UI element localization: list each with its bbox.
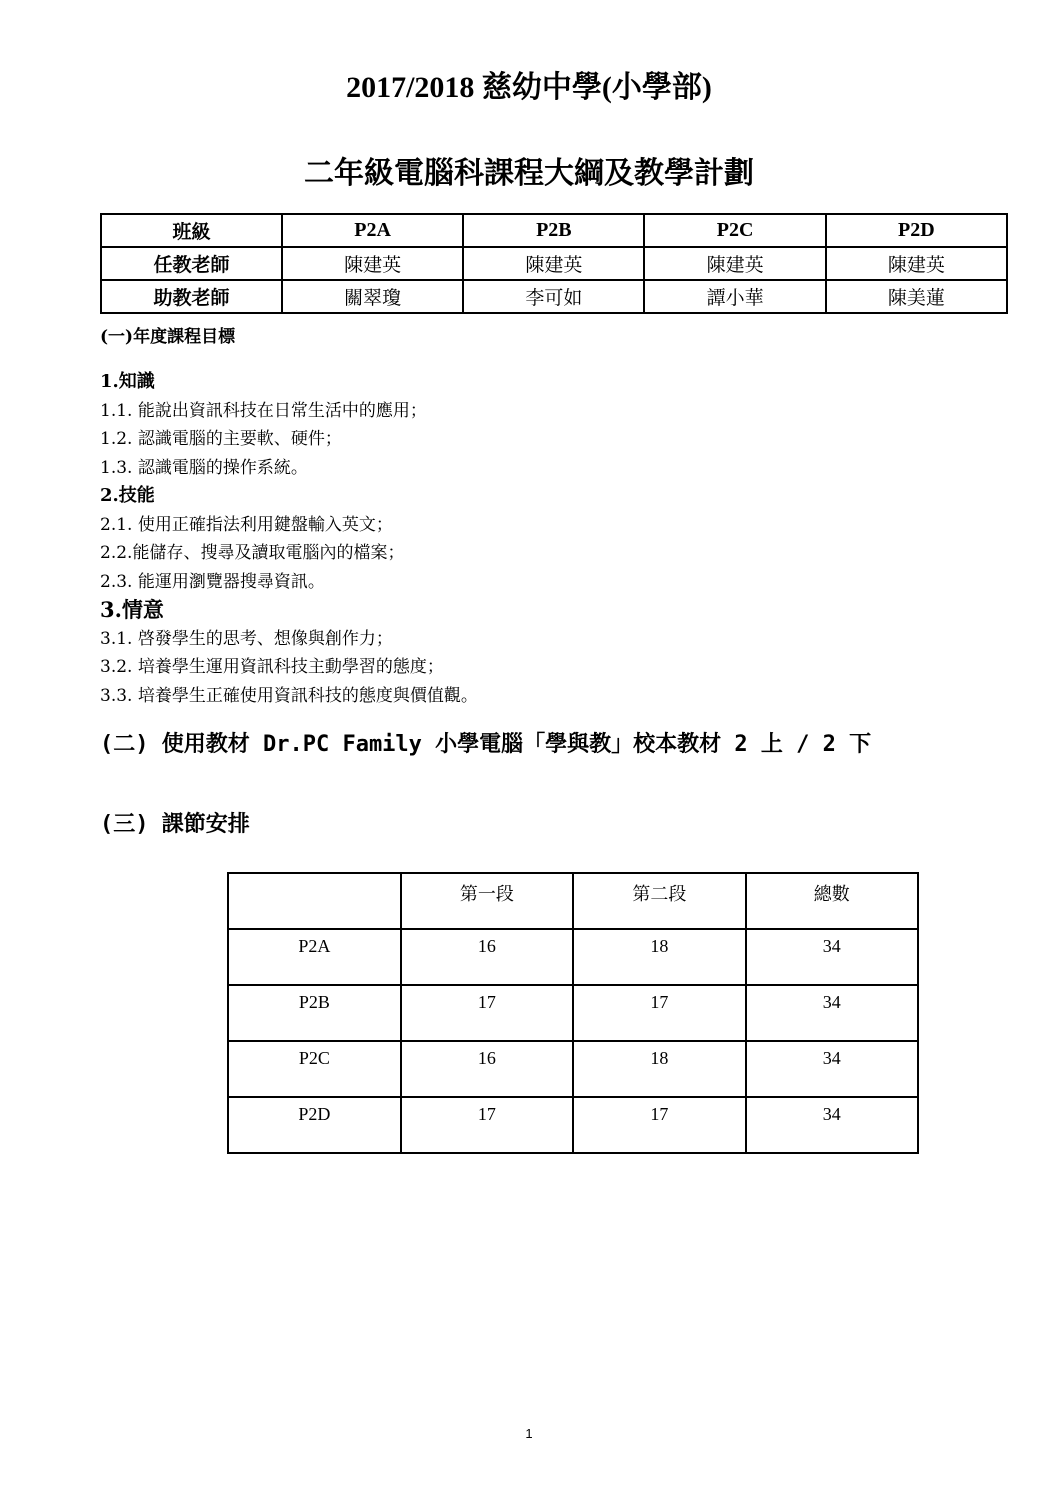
table-cell: 34 <box>746 985 918 1041</box>
table-cell: P2C <box>228 1041 401 1097</box>
table-row <box>228 929 918 985</box>
table-cell: 總數 <box>746 873 918 929</box>
list-item: 1.3. 認識電腦的操作系統。 <box>100 457 308 478</box>
teacher-table <box>100 213 1008 314</box>
list-item: 3.1. 啓發學生的思考、想像與創作力； <box>100 628 393 649</box>
table-cell: P2D <box>228 1097 401 1153</box>
list-item: 3.2. 培養學生運用資訊科技主動學習的態度； <box>100 657 444 677</box>
table-cell: 李可如 <box>463 280 644 313</box>
table-cell: 16 <box>401 929 573 985</box>
table-row <box>228 985 918 1041</box>
table-cell: 18 <box>573 929 745 985</box>
table-row <box>228 1097 918 1153</box>
section-heading: (三) 課節安排 <box>100 812 250 837</box>
table-cell: 陳建英 <box>826 247 1007 280</box>
table-cell: 17 <box>573 1097 745 1153</box>
table-cell: P2B <box>463 214 644 247</box>
table-cell: 第二段 <box>573 873 745 929</box>
table-row <box>228 1041 918 1097</box>
list-item: 1.2. 認識電腦的主要軟、硬件； <box>100 429 342 449</box>
lesson-table <box>227 872 919 1154</box>
table-cell: 16 <box>401 1041 573 1097</box>
list-item: 3.3. 培養學生正確使用資訊科技的態度與價值觀。 <box>100 685 478 706</box>
page-subtitle: 二年級電腦科課程大綱及教學計劃 <box>304 157 754 190</box>
table-cell <box>228 873 401 929</box>
table-cell: 17 <box>401 1097 573 1153</box>
table-row <box>101 247 1007 280</box>
table-cell: 18 <box>573 1041 745 1097</box>
table-header-row <box>228 873 918 929</box>
objective-group-title: 3.情意 <box>100 597 164 622</box>
table-cell: 陳建英 <box>463 247 644 280</box>
table-cell: 任教老師 <box>101 247 282 280</box>
objectives-list <box>100 368 478 710</box>
table-cell: 關翠瓊 <box>282 280 463 313</box>
table-cell: 17 <box>401 985 573 1041</box>
table-cell: 陳建英 <box>644 247 825 280</box>
table-cell: P2B <box>228 985 401 1041</box>
table-cell: 34 <box>746 1097 918 1153</box>
objective-group-title: 2.技能 <box>100 485 155 506</box>
table-cell: 第一段 <box>401 873 573 929</box>
table-cell: 34 <box>746 929 918 985</box>
table-cell: 17 <box>573 985 745 1041</box>
table-cell: 陳建英 <box>282 247 463 280</box>
page-title: 2017/2018 慈幼中學(小學部) <box>346 71 712 104</box>
list-item: 2.3. 能運用瀏覽器搜尋資訊。 <box>100 571 325 592</box>
table-cell: P2A <box>282 214 463 247</box>
section-heading: (一)年度課程目標 <box>100 327 236 347</box>
page-number: 1 <box>525 1426 533 1441</box>
table-cell: 34 <box>746 1041 918 1097</box>
list-item: 2.1. 使用正確指法利用鍵盤輸入英文； <box>100 514 393 535</box>
table-cell: 助教老師 <box>101 280 282 313</box>
table-cell: 班級 <box>101 214 282 247</box>
table-cell: P2A <box>228 929 401 985</box>
table-cell: 陳美蓮 <box>826 280 1007 313</box>
table-cell: P2C <box>644 214 825 247</box>
section-heading: (二) 使用教材 Dr.PC Family 小學電腦「學與教」校本教材 2 上 / 2 下 <box>100 732 872 757</box>
list-item: 1.1. 能說出資訊科技在日常生活中的應用； <box>100 400 427 421</box>
table-header-row <box>101 214 1007 247</box>
objective-group-title: 1.知識 <box>100 371 155 392</box>
list-item: 2.2.能儲存、搜尋及讀取電腦內的檔案； <box>100 543 405 563</box>
table-row <box>101 280 1007 313</box>
table-cell: P2D <box>826 214 1007 247</box>
table-cell: 譚小華 <box>644 280 825 313</box>
